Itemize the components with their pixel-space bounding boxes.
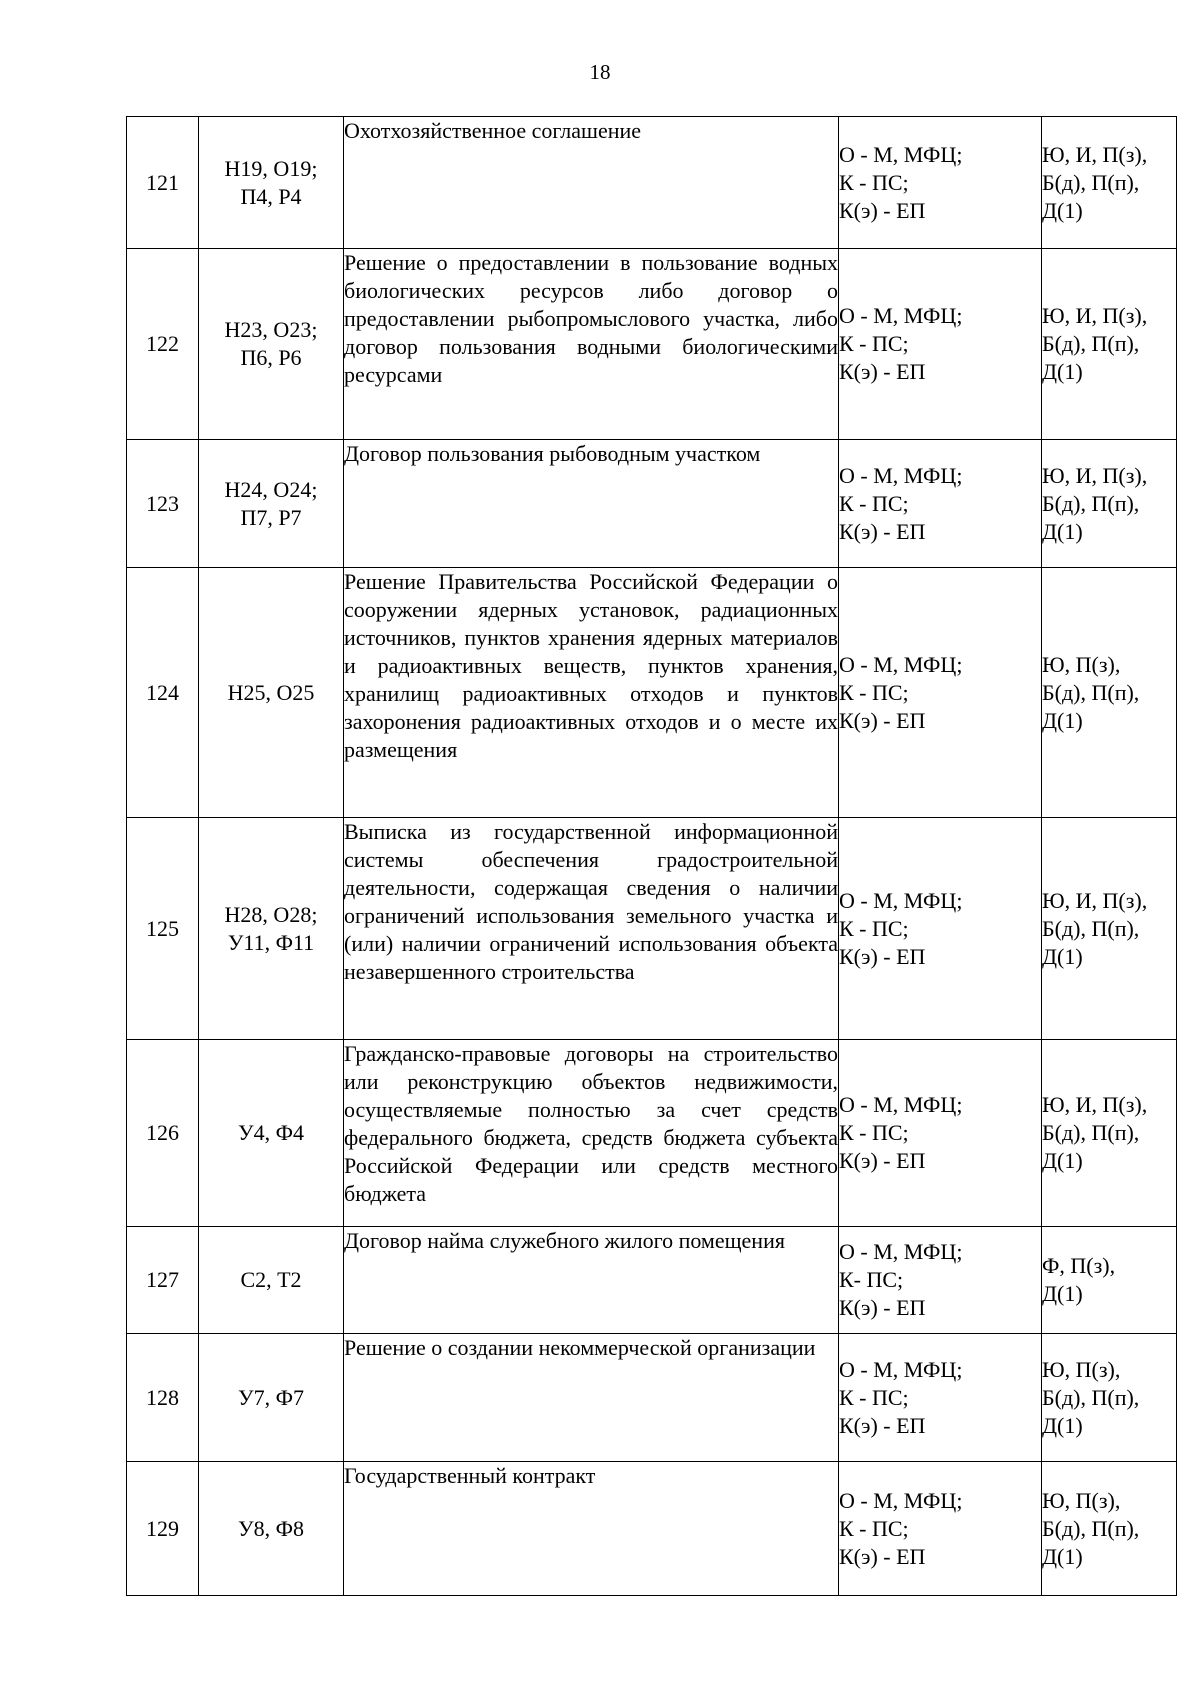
applicant-line: Ю, П(з), [1042, 651, 1121, 677]
row-ways [839, 1040, 1042, 1227]
way-line: К(э) - ЕП [839, 1295, 926, 1320]
row-applicants [1042, 1227, 1177, 1334]
row-applicants [1042, 818, 1177, 1040]
code-line: У8, Ф8 [238, 1515, 304, 1541]
way-line: К(э) - ЕП [839, 707, 926, 733]
documents-table [126, 116, 1177, 1596]
applicant-line: Д(1) [1042, 1412, 1083, 1438]
row-codes [199, 1462, 344, 1596]
applicant-line: Д(1) [1042, 1148, 1083, 1173]
row-applicants [1042, 568, 1177, 818]
row-codes [199, 568, 344, 818]
row-codes [199, 249, 344, 440]
way-line: О - М, МФЦ; [839, 462, 963, 488]
applicant-line: Б(д), П(п), [1042, 679, 1140, 705]
applicant-line: Б(д), П(п), [1042, 915, 1140, 941]
row-ways [839, 117, 1042, 249]
row-codes [199, 1040, 344, 1227]
code-line: У4, Ф4 [238, 1120, 304, 1145]
table-row [127, 1040, 1177, 1227]
applicant-line: Ю, И, П(з), [1042, 887, 1148, 913]
applicant-line: Б(д), П(п), [1042, 331, 1140, 356]
way-line: К(э) - ЕП [839, 1412, 926, 1438]
applicant-line: Б(д), П(п), [1042, 169, 1140, 195]
applicant-line: Д(1) [1042, 1281, 1083, 1306]
code-line: Н19, О19; [224, 155, 318, 181]
applicant-line: Б(д), П(п), [1042, 490, 1140, 516]
code-line: Н24, О24; [224, 476, 318, 502]
way-line: К - ПС; [839, 1384, 909, 1410]
row-document: Гражданско-правовые договоры на строительство или реконструкцию объектов недвижимости, осуществляемые полностью за счет средств федерального бюджета, средств бюджета субъекта Российской Федерации или средств местного бюджета [344, 1040, 839, 1227]
row-number: 122 [127, 249, 199, 440]
way-line: К - ПС; [839, 169, 909, 195]
applicant-line: Ф, П(з), [1042, 1253, 1116, 1278]
row-applicants [1042, 1040, 1177, 1227]
row-document: Решение о создании некоммерческой организации [344, 1334, 839, 1462]
way-line: К - ПС; [839, 1515, 909, 1541]
way-line: К - ПС; [839, 679, 909, 705]
way-line: К - ПС; [839, 915, 909, 941]
way-line: К(э) - ЕП [839, 197, 926, 223]
row-ways [839, 818, 1042, 1040]
table-row [127, 117, 1177, 249]
row-ways [839, 1462, 1042, 1596]
way-line: К - ПС; [839, 490, 909, 516]
row-number: 125 [127, 818, 199, 1040]
way-line: К(э) - ЕП [839, 1148, 926, 1173]
row-document: Решение о предоставлении в пользование водных биологических ресурсов либо договор о предоставлении рыбопромыслового участка, либо договор пользования водными биологическими ресурсами [344, 249, 839, 440]
table-row [127, 818, 1177, 1040]
row-number: 123 [127, 440, 199, 568]
way-line: К(э) - ЕП [839, 359, 926, 384]
way-line: О - М, МФЦ; [839, 1239, 963, 1264]
way-line: О - М, МФЦ; [839, 1092, 963, 1117]
row-document: Договор найма служебного жилого помещения [344, 1227, 839, 1334]
row-codes [199, 440, 344, 568]
way-line: К - ПС; [839, 1120, 909, 1145]
row-codes [199, 117, 344, 249]
code-line: П6, Р6 [240, 345, 302, 370]
applicant-line: Ю, П(з), [1042, 1487, 1121, 1513]
table-row [127, 1334, 1177, 1462]
applicant-line: Д(1) [1042, 1543, 1083, 1569]
code-line: Н23, О23; [224, 317, 318, 342]
applicant-line: Д(1) [1042, 943, 1083, 969]
row-document: Выписка из государственной информационной системы обеспечения градостроительной деятельности, содержащая сведения о наличии ограничений использования земельного участка и (или) наличии ограничений использования объекта незавершенного строительства [344, 818, 839, 1040]
row-ways [839, 440, 1042, 568]
row-ways [839, 568, 1042, 818]
code-line: У11, Ф11 [227, 929, 315, 955]
table-row [127, 249, 1177, 440]
code-line: П4, Р4 [240, 183, 302, 209]
way-line: К - ПС; [839, 331, 909, 356]
code-line: П7, Р7 [240, 504, 302, 530]
way-line: О - М, МФЦ; [839, 141, 963, 167]
table-row [127, 1462, 1177, 1596]
way-line: О - М, МФЦ; [839, 303, 963, 328]
way-line: К(э) - ЕП [839, 943, 926, 969]
applicant-line: Д(1) [1042, 197, 1083, 223]
row-applicants [1042, 117, 1177, 249]
row-number: 126 [127, 1040, 199, 1227]
row-document: Государственный контракт [344, 1462, 839, 1596]
way-line: О - М, МФЦ; [839, 1356, 963, 1382]
page-number: 18 [589, 60, 611, 84]
way-line: К- ПС; [839, 1267, 904, 1292]
row-number: 127 [127, 1227, 199, 1334]
table-row [127, 1227, 1177, 1334]
way-line: О - М, МФЦ; [839, 1487, 963, 1513]
table-row [127, 440, 1177, 568]
row-applicants [1042, 1334, 1177, 1462]
row-codes [199, 818, 344, 1040]
applicant-line: Ю, И, П(з), [1042, 303, 1148, 328]
row-document: Охотхозяйственное соглашение [344, 117, 839, 249]
applicant-line: Ю, И, П(з), [1042, 141, 1148, 167]
way-line: О - М, МФЦ; [839, 887, 963, 913]
code-line: С2, Т2 [240, 1267, 302, 1292]
applicant-line: Д(1) [1042, 707, 1083, 733]
applicant-line: Д(1) [1042, 518, 1083, 544]
row-applicants [1042, 440, 1177, 568]
applicant-line: Б(д), П(п), [1042, 1515, 1140, 1541]
row-applicants [1042, 1462, 1177, 1596]
way-line: О - М, МФЦ; [839, 651, 963, 677]
row-ways [839, 249, 1042, 440]
table-row [127, 568, 1177, 818]
row-document: Договор пользования рыбоводным участком [344, 440, 839, 568]
applicant-line: Б(д), П(п), [1042, 1120, 1140, 1145]
applicant-line: Д(1) [1042, 359, 1083, 384]
row-applicants [1042, 249, 1177, 440]
row-codes [199, 1227, 344, 1334]
row-ways [839, 1227, 1042, 1334]
applicant-line: Ю, И, П(з), [1042, 1092, 1148, 1117]
code-line: У7, Ф7 [238, 1384, 304, 1410]
row-number: 124 [127, 568, 199, 818]
way-line: К(э) - ЕП [839, 518, 926, 544]
code-line: Н25, О25 [227, 679, 315, 705]
code-line: Н28, О28; [224, 901, 318, 927]
applicant-line: Ю, И, П(з), [1042, 462, 1148, 488]
row-codes [199, 1334, 344, 1462]
applicant-line: Ю, П(з), [1042, 1356, 1121, 1382]
row-document: Решение Правительства Российской Федерации о сооружении ядерных установок, радиационных источников, пунктов хранения ядерных материалов и радиоактивных веществ, пунктов хранения, хранилищ радиоактивных отходов и пунктов захоронения радиоактивных отходов и о месте их размещения [344, 568, 839, 818]
way-line: К(э) - ЕП [839, 1543, 926, 1569]
row-number: 128 [127, 1334, 199, 1462]
row-ways [839, 1334, 1042, 1462]
row-number: 129 [127, 1462, 199, 1596]
row-number: 121 [127, 117, 199, 249]
applicant-line: Б(д), П(п), [1042, 1384, 1140, 1410]
